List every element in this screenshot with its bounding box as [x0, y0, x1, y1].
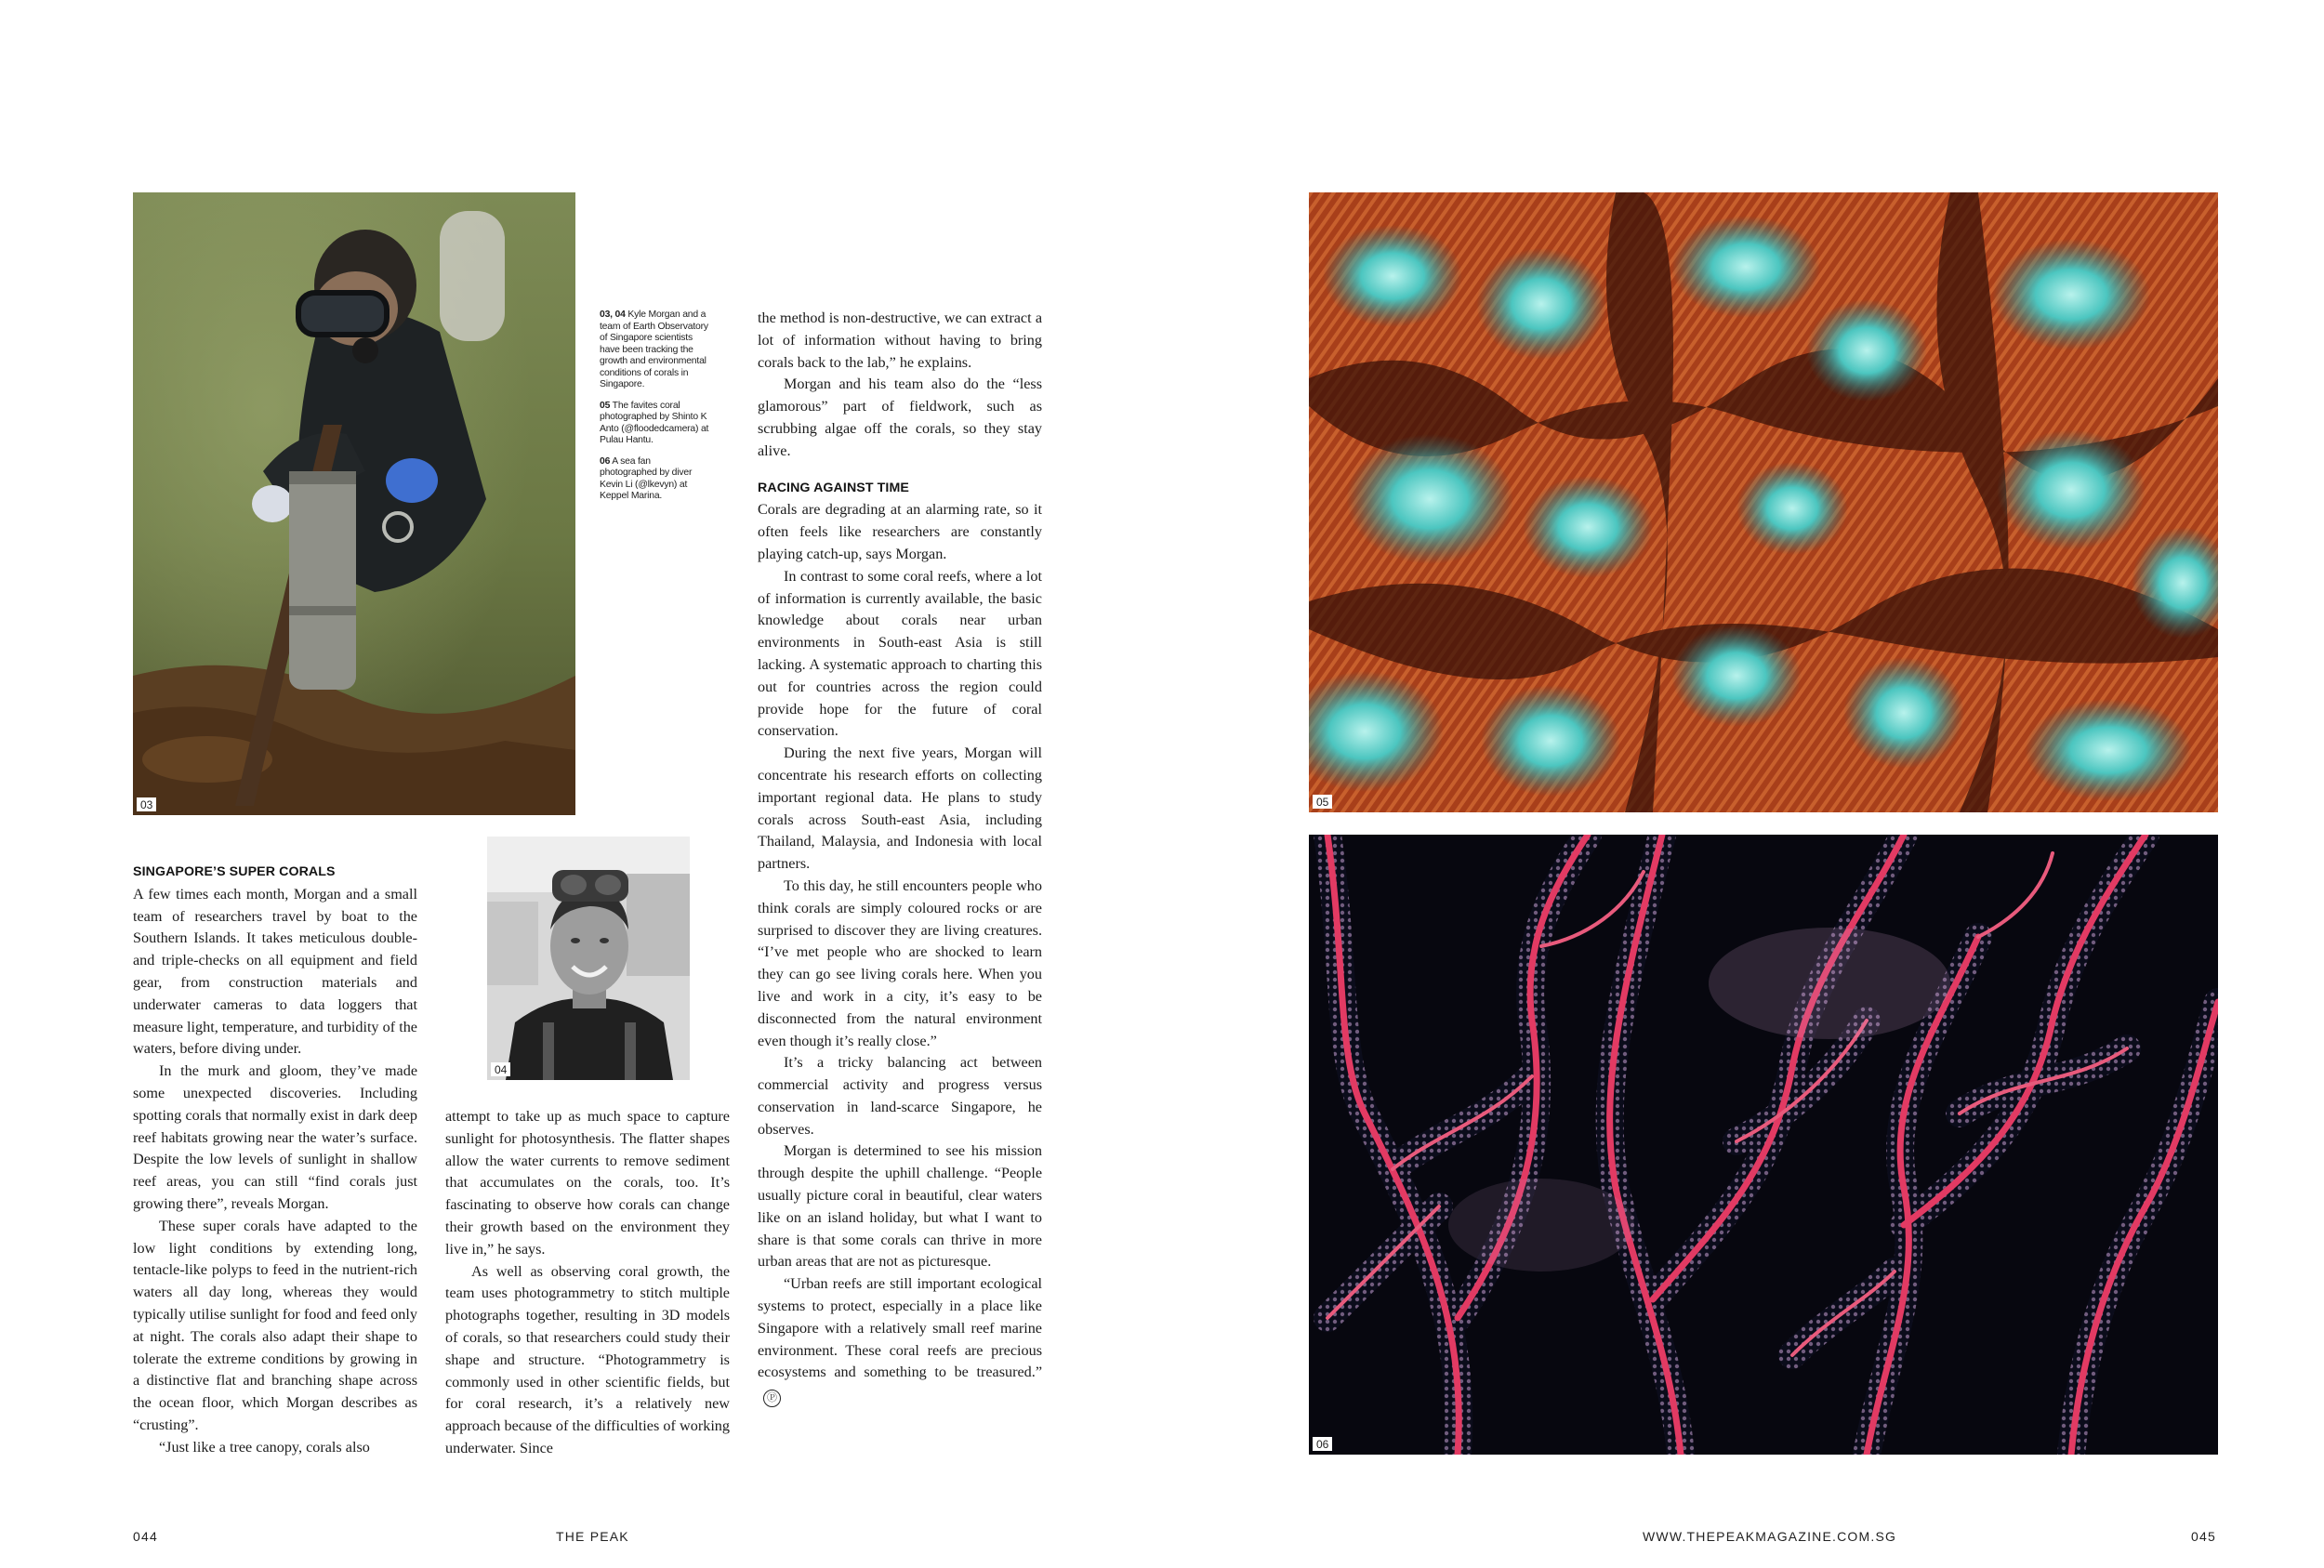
body-paragraph: To this day, he still encounters people who think corals are simply coloured rocks or are surprised to discover they are living creatures. “I’ve met people who are shocked to learn they can go see living corals here. When you live and work in a city, it’s easy to be disconnected from the natural environment even though it’s really close.” — [758, 876, 1042, 1049]
body-paragraph: Corals are degrading at an alarming rate, so it often feels like researchers are constantly playing catch-up, says Morgan. — [758, 501, 1042, 562]
body-paragraph: It’s a tricky balancing act between commercial activity and progress versus conservation in land-scarce Singapore, he observes. — [758, 1054, 1042, 1138]
photo-number-04: 04 — [491, 1062, 510, 1076]
photo-number-03: 03 — [137, 797, 156, 811]
body-paragraph: “Just like a tree canopy, corals also — [159, 1438, 370, 1456]
caption-06 — [600, 456, 709, 503]
article-column-2 — [445, 1106, 730, 1460]
caption-text: A sea fan photographed by diver Kevin Li (@lkevyn) at Keppel Marina. — [600, 455, 693, 501]
photo-captions — [600, 310, 709, 512]
caption-label: 05 — [600, 400, 611, 411]
coral-photo-image — [1309, 192, 2218, 812]
coral-photo — [1309, 192, 2218, 812]
portrait-photo — [487, 837, 690, 1080]
seafan-photo — [1309, 835, 2218, 1455]
body-paragraph: the method is non-destructive, we can extract a lot of information without having to bring corals back to the lab,” he explains. — [758, 310, 1042, 371]
caption-03-04 — [600, 310, 709, 391]
body-paragraph: Morgan and his team also do the “less glamorous” part of fieldwork, such as scrubbing algae off the corals, so they stay alive. — [758, 376, 1042, 459]
body-paragraph: In the murk and gloom, they’ve made some unexpected discoveries. Including spotting corals that normally exist in dark deep reef habitats growing near the water’s surface. Despite the low levels of sunlight in shallow reef areas, you can still “find corals just growing there”, reveals Morgan. — [133, 1062, 417, 1212]
body-paragraph: In contrast to some coral reefs, where a lot of information is currently available, the basic knowledge about corals near urban environments in South-east Asia is still lacking. A systematic approach to charting this out for countries across the region could provide hope for the future of coral conservation. — [758, 567, 1042, 740]
final-paragraph — [758, 1273, 1042, 1407]
caption-text: The favites coral photographed by Shinto K Anto (@floodedcamera) at Pulau Hantu. — [600, 400, 709, 445]
final-paragraph-text: “Urban reefs are still important ecological systems to protect, especially in a place like Singapore with a relatively small reef marine environment. These coral reefs are precious ecosystems and something to be treasured.” — [758, 1275, 1042, 1381]
body-paragraph: During the next five years, Morgan will concentrate his research efforts on collecting important regional data. He plans to study corals across South-east Asia, including Thailand, Malaysia, and Indonesia with local partners. — [758, 744, 1042, 873]
section-heading-super-corals: SINGAPORE’S SUPER CORALS — [133, 864, 336, 879]
page-number-right: 045 — [2191, 1529, 2216, 1544]
caption-text: Kyle Morgan and a team of Earth Observatory of Singapore scientists have been tracking the growth and environmental conditions of corals in Singapore. — [600, 310, 708, 389]
body-paragraph: A few times each month, Morgan and a small team of researchers travel by boat to the Southern Islands. It takes meticulous double- and triple-checks on all equipment and field gear, from construction materials and underwater cameras to data loggers that measure light, temperature, and turbidity of the waters, before diving under. — [133, 885, 417, 1058]
seafan-photo-image — [1309, 835, 2218, 1455]
portrait-photo-image — [487, 837, 690, 1080]
caption-05 — [600, 401, 709, 447]
end-mark-icon: Ⓟ — [763, 1390, 781, 1407]
caption-label: 03, 04 — [600, 310, 626, 320]
diver-photo-image — [133, 192, 575, 815]
body-paragraph: These super corals have adapted to the low light conditions by extending long, tentacle-like polyps to feed in the nutrient-rich waters all day long, whereas they would typically utilise sunlight for food and feed only at night. The corals also adapt their shape to tolerate the extreme conditions by growing in a distinctive flat and branching shape across the ocean floor, which Morgan describes as “crusting”. — [133, 1217, 417, 1433]
diver-photo — [133, 192, 575, 815]
article-column-1 — [133, 862, 417, 1459]
section-heading-racing-against-time: RACING AGAINST TIME — [758, 480, 909, 495]
photo-number-05: 05 — [1313, 795, 1332, 809]
body-paragraph: Morgan is determined to see his mission through despite the uphill challenge. “People usually picture coral in beautiful, clear waters like on an island holiday, but what I want to share is that some corals can thrive in more urban areas that are not as picturesque. — [758, 1142, 1042, 1271]
photo-number-06: 06 — [1313, 1437, 1332, 1451]
caption-label: 06 — [600, 455, 611, 467]
article-column-3 — [758, 308, 1042, 1407]
magazine-name: THE PEAK — [556, 1529, 629, 1544]
body-paragraph: As well as observing coral growth, the team uses photogrammetry to stitch multiple photographs together, resulting in 3D models of corals, so that researchers could study their shape and structure. “Photogrammetry is commonly used in other scientific fields, but for coral research, it’s a relatively new approach because of the difficulties of working underwater. Since — [445, 1262, 730, 1456]
magazine-website: WWW.THEPEAKMAGAZINE.COM.SG — [1643, 1529, 1897, 1544]
page-number-left: 044 — [133, 1529, 158, 1544]
body-paragraph: attempt to take up as much space to capture sunlight for photosynthesis. The flatter shapes allow the water currents to remove sediment that accumulates on the corals, too. It’s fascinating to observe how corals can change their growth based on the environment they live in,” he says. — [445, 1108, 730, 1258]
